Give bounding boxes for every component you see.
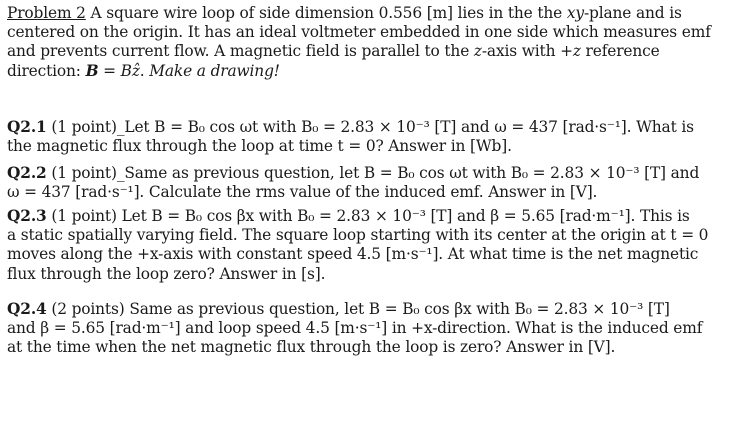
problem-line-4: direction: B = Bẑ. Make a drawing! (7, 61, 280, 80)
problem-line-3: and prevents current flow. A magnetic field is parallel to the z-axis with +z reference (7, 42, 660, 61)
question-points: (1 point) (51, 118, 117, 136)
problem-title: Problem 2 (7, 4, 86, 22)
problem-statement (7, 4, 725, 81)
question-label: Q2.1 (7, 118, 47, 136)
question-points: (2 points) (51, 300, 125, 318)
question-points: (1 point) (51, 207, 117, 225)
question-points: (1 point) (51, 164, 117, 182)
question-2-2: Q2.2 (1 point)_Same as previous question, let B = B₀ cos ωt with B₀ = 2.83 × 10⁻³ [T] and ω = 437 [rad·s⁻¹]. Calculate the rms value of the induced emf. Answer in [V]. (7, 164, 700, 202)
question-2-4: Q2.4 (2 points) Same as previous question, let B = B₀ cos βx with B₀ = 2.83 × 10⁻³ [T] and β = 5.65 [rad·m⁻¹] and loop speed 4.5 [m·s⁻¹] in +x-direction. What is the induced emf at the time when the net magnetic flux through the loop is zero? Answer in [V]. (7, 300, 703, 357)
problem-line-2: centered on the origin. It has an ideal voltmeter embedded in one side which measures emf (7, 23, 711, 42)
problem-line-1: Problem 2 A square wire loop of side dimension 0.556 [m] lies in the the xy-plane and is (7, 4, 682, 22)
question-label: Q2.2 (7, 164, 47, 182)
question-2-3: Q2.3 (1 point) Let B = B₀ cos βx with B₀ = 2.83 × 10⁻³ [T] and β = 5.65 [rad·m⁻¹]. This is a static spatially varying field. The square loop starting with its center at the origin at t = 0 moves along the +x-axis with constant speed 4.5 [m·s⁻¹]. At what time is the net magnetic flux through the loop zero? Answer in [s]. (7, 207, 709, 283)
question-2-1: Q2.1 (1 point)_Let B = B₀ cos ωt with B₀ = 2.83 × 10⁻³ [T] and ω = 437 [rad·s⁻¹]. What is the magnetic flux through the loop at time t = 0? Answer in [Wb]. (7, 118, 694, 156)
question-label: Q2.3 (7, 207, 47, 225)
question-label: Q2.4 (7, 300, 47, 318)
